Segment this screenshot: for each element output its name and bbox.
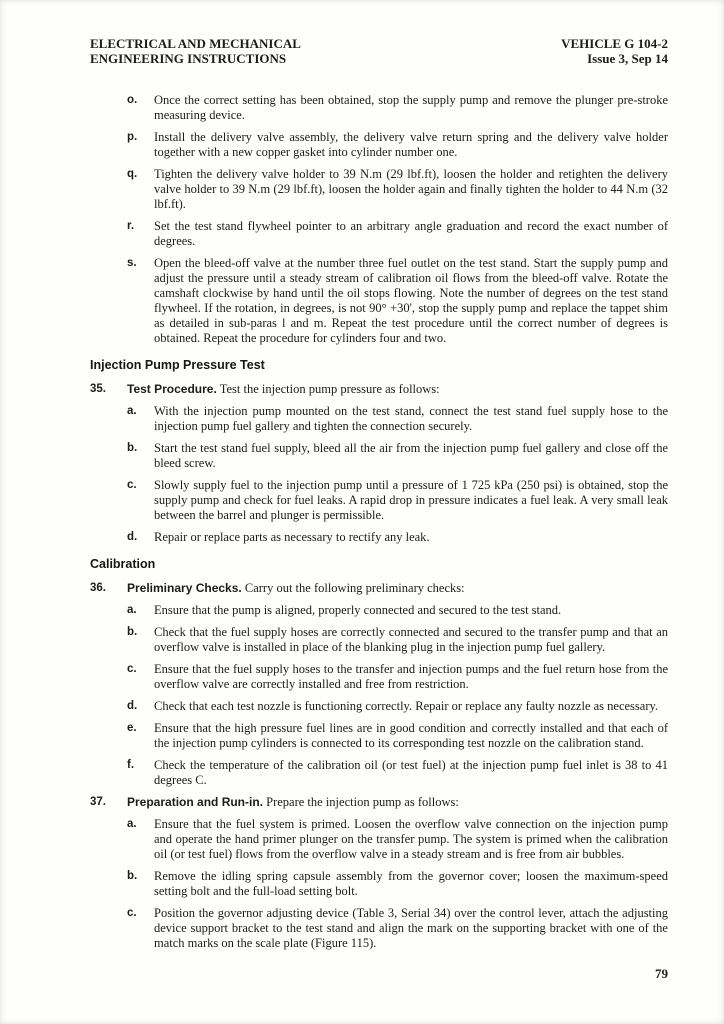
list-item-text: Tighten the delivery valve holder to 39 N.m (29 lbf.ft), loosen the holder and retighten the delivery valve holder to 39 N.m (29 lbf.ft), loosen the holder again and finally tighten the holder to 44 N.m (32 lbf.ft). [154,167,668,211]
para-35 [90,382,668,397]
list-item-36a [90,603,668,618]
list-item-r [90,219,668,249]
list-item-text: Repair or replace parts as necessary to rectify any leak. [154,530,430,544]
list-item-text: Start the test stand fuel supply, bleed all the air from the injection pump fuel gallery and close off the bleed screw. [154,441,668,470]
list-item-s [90,256,668,346]
para-36-text [127,581,668,596]
list-item-label: c. [127,663,137,675]
list-item-p [90,130,668,160]
header-org-line2: ENGINEERING INSTRUCTIONS [90,51,287,66]
list-item-label: d. [127,700,138,712]
para-37-title: Preparation and Run-in. [127,795,264,809]
list-item-label: b. [127,626,138,638]
list-item-36d [90,699,668,714]
list-item-text: Remove the idling spring capsule assembly from the governor cover; loosen the maximum-speed setting bolt and the full-load setting bolt. [154,869,668,898]
list-item-37b [90,869,668,899]
list-item-36b [90,625,668,655]
list-item-label: o. [127,94,138,106]
header-doc-id: VEHICLE G 104-2 [561,36,668,51]
list-item-label: p. [127,131,138,143]
para-37-intro: Prepare the injection pump as follows: [263,795,459,809]
list-item-text: Check the temperature of the calibration oil (or test fuel) at the injection pump fuel inlet is 38 to 41 degrees C. [154,758,668,787]
list-item-label: c. [127,907,137,919]
list-item-text: With the injection pump mounted on the test stand, connect the test stand fuel supply hose to the injection pump fuel gallery and tighten the connection securely. [154,404,668,433]
list-item-label: e. [127,722,137,734]
list-item-label: a. [127,604,137,616]
para-37-text [127,795,668,810]
list-item-35b [90,441,668,471]
list-item-35d [90,530,668,545]
header-left [90,36,301,66]
list-item-37a [90,817,668,862]
para-number: 36. [90,582,106,594]
para-number: 35. [90,383,106,395]
list-item-label: f. [127,759,135,771]
header-org-line1: ELECTRICAL AND MECHANICAL [90,36,301,51]
para-37 [90,795,668,810]
document-body [90,93,668,951]
list-item-label: a. [127,818,137,830]
list-item-text: Ensure that the fuel supply hoses to the transfer and injection pumps and the fuel return hose from the overflow valve are correctly installed and free from restriction. [154,662,668,691]
list-item-text: Ensure that the pump is aligned, properly connected and secured to the test stand. [154,603,562,617]
list-item-label: b. [127,442,138,454]
para-35-title: Test Procedure. [127,382,217,396]
list-item-37c [90,906,668,951]
list-item-text: Ensure that the high pressure fuel lines are in good condition and correctly installed and that each of the injection pump cylinders is connected to its corresponding test nozzle on the calibration stand. [154,721,668,750]
list-item-text: Slowly supply fuel to the injection pump until a pressure of 1 725 kPa (250 psi) is obtained, stop the supply pump and check for fuel leaks. A rapid drop in pressure indicates a fuel leak. A very small leak between the barrel and plunger is permissible. [154,478,668,522]
list-item-label: s. [127,257,137,269]
list-item-label: c. [127,479,137,491]
section-heading-injection-pump-pressure-test: Injection Pump Pressure Test [90,358,265,372]
list-item-36c [90,662,668,692]
list-item-text: Open the bleed-off valve at the number three fuel outlet on the test stand. Start the supply pump and adjust the pressure until a steady stream of calibration oil flows from the bleed-off valve. Rotate the camshaft clockwise by hand until the oil stops flowing. Note the number of degrees on the test stand flywheel. If the rotation, in degrees, is not 90° +30', stop the supply pump and replace the tappet shim as detailed in sub-paras l and m. Repeat the test procedure until the correct number of degrees is obtained. Repeat the procedure for cylinders four and two. [154,256,668,345]
list-item-text: Once the correct setting has been obtained, stop the supply pump and remove the plunger pre-stroke measuring device. [154,93,668,122]
list-item-text: Install the delivery valve assembly, the delivery valve return spring and the delivery valve holder together with a new copper gasket into cylinder number one. [154,130,668,159]
list-item-text: Ensure that the fuel system is primed. Loosen the overflow valve connection on the injection pump and operate the hand primer plunger on the transfer pump. The system is primed when the calibration oil (or test fuel) flows from the overflow valve in a steady stream and is free from air bubbles. [154,817,668,861]
list-item-36e [90,721,668,751]
para-35-intro: Test the injection pump pressure as follows: [216,382,440,396]
para-36 [90,581,668,596]
para-35-text [127,382,668,397]
list-item-text: Set the test stand flywheel pointer to an arbitrary angle graduation and record the exact number of degrees. [154,219,668,248]
list-item-o [90,93,668,123]
header-right [561,36,668,66]
section-heading-calibration: Calibration [90,557,156,571]
list-item-label: a. [127,405,137,417]
list-item-text: Position the governor adjusting device (Table 3, Serial 34) over the control lever, attach the adjusting device support bracket to the test stand and align the mark on the supporting bracket with one of the match marks on the scale plate (Figure 115). [154,906,668,950]
list-item-label: b. [127,870,138,882]
header-issue: Issue 3, Sep 14 [587,51,668,66]
para-36-title: Preliminary Checks. [127,581,242,595]
list-item-q [90,167,668,212]
list-item-label: r. [127,220,135,232]
list-item-text: Check that the fuel supply hoses are correctly connected and secured to the transfer pump and that an overflow valve is installed in place of the blanking plug in the injection pump fuel gallery. [154,625,668,654]
list-item-36f [90,758,668,788]
page-number: 79 [655,966,668,981]
page-header [90,36,668,66]
list-item-label: q. [127,168,138,180]
list-item-35c [90,478,668,523]
list-item-35a [90,404,668,434]
list-item-label: d. [127,531,138,543]
list-item-text: Check that each test nozzle is functioning correctly. Repair or replace any faulty nozzle as necessary. [154,699,659,713]
para-36-intro: Carry out the following preliminary checks: [241,581,465,595]
para-number: 37. [90,796,106,808]
